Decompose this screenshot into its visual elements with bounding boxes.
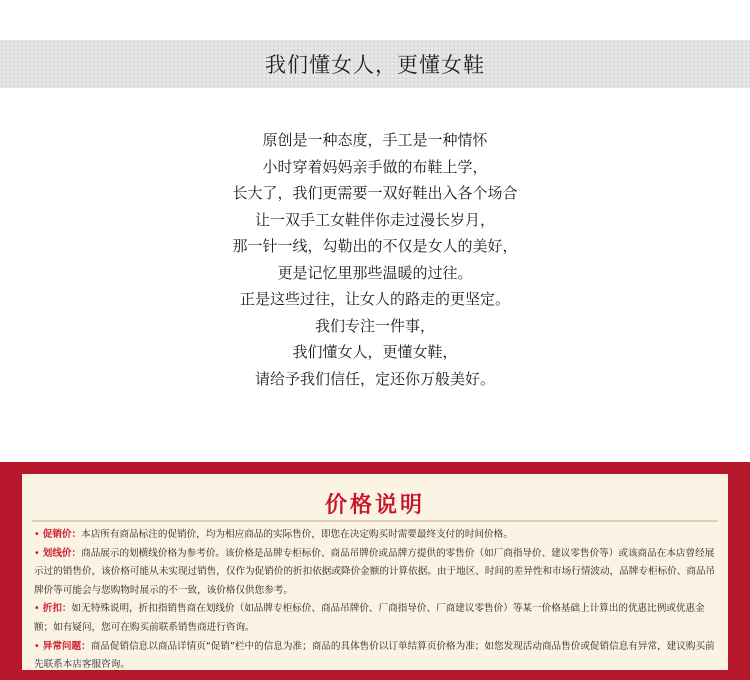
entry-text: 本店所有商品标注的促销价，均为相应商品的实际售价，即您在决定购买时需要最终支付的时间价格。 [81,529,513,540]
entry-text: 商品展示的划横线价格为参考价。该价格是品牌专柜标价、商品吊牌价或品牌方提供的零售价（如厂商指导价、建议零售价等）或该商品在本店曾经展示过的销售价，该价格可能从未实现过销售，仅作为促销价的折扣依据或降价金额的计算依据。由于地区、时间的差异性和市场行情波动，品牌专柜标价、商品吊牌价等可能会与您购物时展示的不一致，该价格仅供您参考。 [34,547,716,596]
entry-text: 商品促销信息以商品详情页“促销”栏中的信息为准；商品的具体售价以订单结算页价格为准；如您发现活动商品售价或促销信息有异常，建议购买前先联系本店客服咨询。 [34,640,715,671]
bullet-icon: • [34,603,40,615]
price-notice-entries [34,526,718,675]
price-entry-promo [34,526,718,545]
story-line: 更是记忆里那些温暖的过往。 [277,263,473,282]
story-line: 原创是一种态度，手工是一种情怀 [262,131,488,149]
entry-label: 促销价 [42,529,72,540]
story-line: 正是这些过往，让女人的路走的更坚定。 [239,290,510,308]
entry-colon: ： [61,603,72,615]
divider [32,520,718,522]
entry-label: 异常问题 [42,640,82,652]
story-line: 长大了，我们更需要一双好鞋出入各个场合 [232,184,518,202]
entry-colon: ： [71,529,82,540]
slogan-title: 我们懂女人，更懂女鞋 [265,53,485,77]
slogan-banner [0,40,750,88]
story-line: 那一针一线，勾勒出的不仅是女人的美好， [232,237,518,255]
entry-colon: ： [71,547,82,559]
story-line: 我们懂女人，更懂女鞋， [292,343,458,361]
entry-colon: ： [81,640,91,652]
brand-story [0,127,750,392]
entry-text: 如无特殊说明，折扣指销售商在划线价（如品牌专柜标价、商品吊牌价、厂商指导价、厂商建议零售价）等某一价格基础上计算出的优惠比例或优惠金额；如有疑问，您可在购买前联系销售商进行咨询。 [34,603,705,633]
story-line: 让一双手工女鞋伴你走过漫长岁月， [254,210,495,229]
entry-label: 折扣 [42,603,62,615]
bullet-icon: • [34,529,40,540]
entry-label: 划线价 [42,547,72,559]
price-entry-strike [34,545,718,601]
price-notice-title: 价格说明 [324,493,425,518]
price-entry-discount [34,600,718,637]
bullet-icon: • [34,640,40,652]
price-entry-exception [34,638,718,675]
price-notice-body [22,474,728,670]
bullet-icon: • [34,547,40,559]
story-line: 请给予我们信任，定还你万般美好。 [254,369,495,388]
price-notice-panel [0,462,750,680]
story-line: 我们专注一件事， [314,316,435,335]
story-line: 小时穿着妈妈亲手做的布鞋上学， [262,157,488,176]
